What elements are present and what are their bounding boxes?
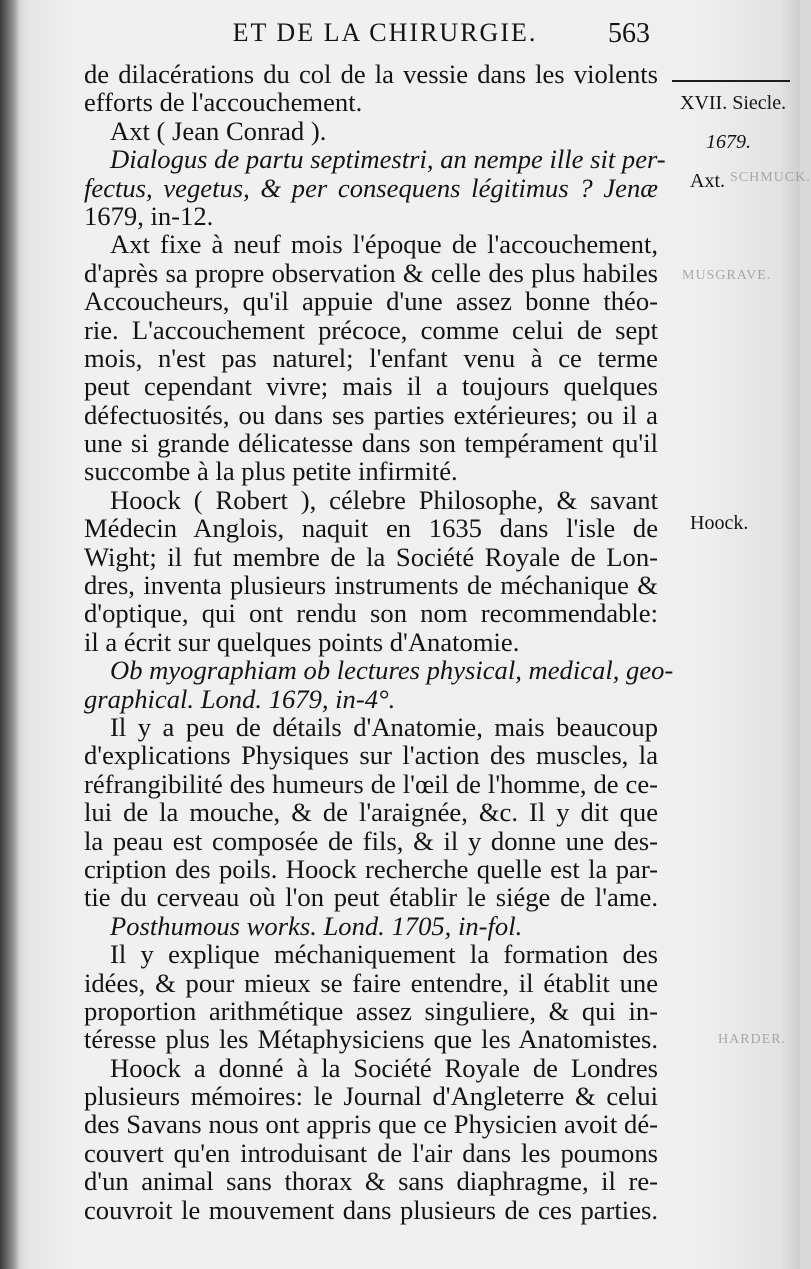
- page-number: 563: [608, 18, 650, 49]
- text-line: peut cependant vivre; mais il a toujours quelques: [84, 371, 658, 402]
- text-line: mois, n'est pas naturel; l'enfant venu à ce terme: [84, 342, 658, 373]
- text-line: Médecin Anglois, naquit en 1635 dans l'isle de: [84, 513, 658, 544]
- text-line: couvert qu'en introduisant de l'air dans les poumons: [84, 1137, 658, 1168]
- text-line: Axt fixe à neuf mois l'époque de l'accouchement,: [110, 229, 658, 260]
- text-line: Axt ( Jean Conrad ).: [110, 115, 327, 146]
- text-line: d'explications Physiques sur l'action des muscles, la: [84, 740, 658, 771]
- body-text: [84, 59, 674, 1225]
- margin-note-year: 1679.: [706, 131, 751, 153]
- text-line: 1679, in-12.: [84, 200, 214, 231]
- text-line: des Savans nous ont appris que ce Physicien avoit dé-: [84, 1109, 658, 1140]
- text-line: lui de la mouche, & de l'araignée, &c. Il y dit que: [84, 797, 658, 828]
- text-line: d'après sa propre observation & celle des plus habiles: [84, 257, 658, 288]
- text-line: Hoock ( Robert ), célebre Philosophe, & savant: [110, 484, 658, 515]
- text-line: Il y explique méchaniquement la formation des: [110, 939, 658, 970]
- show-through-text: SCHMUCK.: [730, 170, 811, 185]
- text-line: de dilacérations du col de la vessie dans les violents: [84, 59, 658, 89]
- show-through-text: MUSGRAVE.: [682, 268, 772, 283]
- text-line: graphical. Lond. 1679, in-4°.: [84, 683, 396, 714]
- text-line: téresse plus les Métaphysiciens que les Anatomistes.: [84, 1024, 658, 1055]
- binding-shadow: [0, 0, 20, 1269]
- text-line: d'optique, qui ont rendu son nom recommendable:: [84, 598, 658, 629]
- text-line: proportion arithmétique assez singuliere, & qui in-: [84, 995, 658, 1026]
- text-line: couvroit le mouvement dans plusieurs de ces parties.: [84, 1194, 658, 1225]
- text-line: dres, inventa plusieurs instruments de méchanique &: [84, 570, 658, 601]
- text-line: il a écrit sur quelques points d'Anatomie.: [84, 626, 520, 657]
- text-line: Ob myographiam ob lectures physical, medical, geo-: [110, 655, 674, 686]
- text-line: Dialogus de partu septimestri, an nempe ille sit per-: [110, 144, 666, 175]
- text-line: d'un animal sans thorax & sans diaphragme, il re-: [84, 1166, 658, 1197]
- text-line: défectuosités, ou dans ses parties extérieures; ou il a: [84, 399, 658, 430]
- text-line: fectus, vegetus, & per consequens légitimus ? Jenæ: [84, 172, 658, 203]
- text-line: la peau est composée de fils, & il y donne une des-: [84, 825, 658, 856]
- text-line: Il y a peu de détails d'Anatomie, mais beaucoup: [110, 711, 658, 742]
- margin-note-axt: Axt.: [690, 170, 725, 192]
- margin-note-hoock: Hoock.: [690, 512, 749, 534]
- text-line: une si grande délicatesse dans son tempérament qu'il: [84, 428, 658, 459]
- text-line: Accoucheurs, qu'il appuie d'une assez bonne théo-: [84, 286, 658, 317]
- text-line: tie du cerveau où l'on peut établir le siége de l'ame.: [84, 882, 658, 913]
- margin-rule: [672, 80, 790, 82]
- text-line: Hoock a donné à la Société Royale de Londres: [110, 1052, 658, 1083]
- show-through-text: HARDER.: [718, 1032, 787, 1047]
- text-line: Posthumous works. Lond. 1705, in-fol.: [110, 910, 523, 941]
- text-line: rie. L'accouchement précoce, comme celui de sept: [84, 314, 658, 345]
- text-line: cription des poils. Hoock recherche quelle est la par-: [84, 853, 658, 884]
- text-line: efforts de l'accouchement.: [84, 87, 363, 118]
- margin-note-century: XVII. Siecle.: [680, 92, 787, 114]
- text-line: réfrangibilité des humeurs de l'œil de l'homme, de ce-: [84, 768, 658, 799]
- text-line: plusieurs mémoires: le Journal d'Angleterre & celui: [84, 1081, 658, 1112]
- text-line: Wight; il fut membre de la Société Royale de Lon-: [84, 541, 658, 572]
- text-line: succombe à la plus petite infirmité.: [84, 456, 458, 487]
- text-line: idées, & pour mieux se faire entendre, il établit une: [84, 967, 658, 998]
- running-head: ET DE LA CHIRURGIE.: [232, 18, 538, 47]
